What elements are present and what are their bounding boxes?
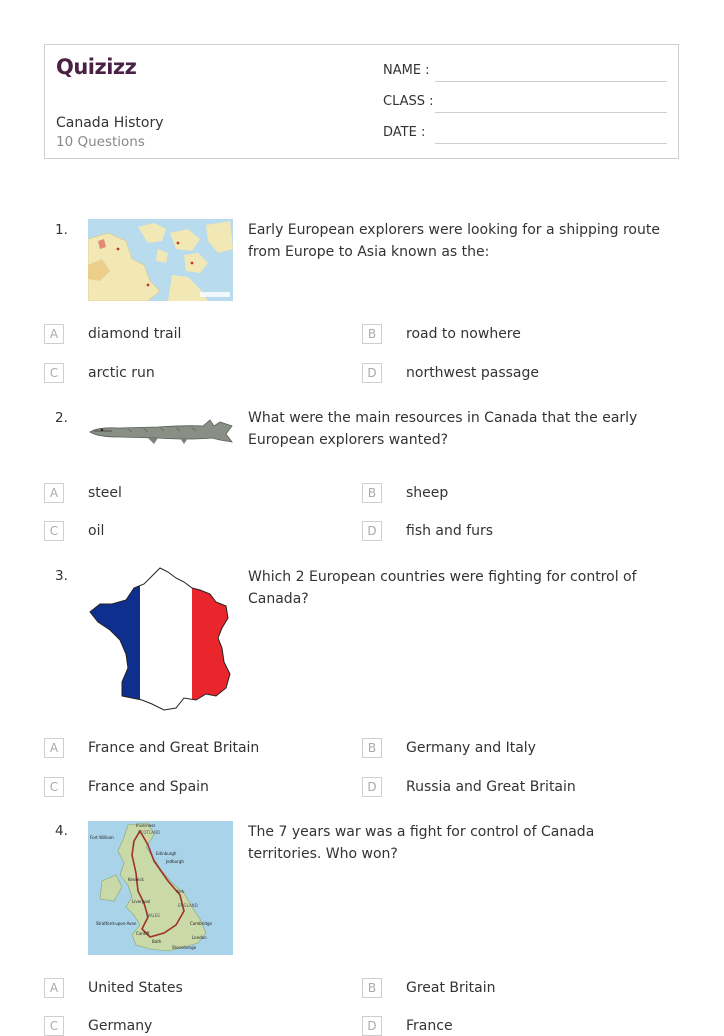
map-label-edinburgh: Edinburgh — [156, 851, 177, 856]
question-text: What were the main resources in Canada that the early European explorers wanted? — [248, 410, 638, 448]
option-b-text: Germany and Italy — [406, 740, 536, 756]
class-line — [435, 112, 667, 113]
option-a-text: diamond trail — [88, 326, 182, 342]
map-label-fort-william: Fort William — [90, 835, 114, 840]
question-number: 4. — [55, 823, 68, 839]
option-c-box[interactable]: C — [44, 1016, 64, 1036]
option-a-box[interactable]: A — [44, 978, 64, 998]
option-c-text: France and Spain — [88, 779, 209, 795]
date-label: DATE : — [383, 125, 426, 140]
name-line — [435, 81, 667, 82]
question-count: 10 Questions — [56, 134, 145, 150]
option-c-box[interactable]: C — [44, 777, 64, 797]
question-text: Which 2 European countries were fighting for control of Canada? — [248, 569, 637, 607]
option-b-box[interactable]: B — [362, 738, 382, 758]
option-c-box[interactable]: C — [44, 521, 64, 541]
quizizz-logo: Quizizz — [56, 55, 137, 79]
option-c-box[interactable]: C — [44, 363, 64, 383]
option-a-text: steel — [88, 485, 122, 501]
option-c-text: oil — [88, 523, 105, 539]
option-b-box[interactable]: B — [362, 483, 382, 503]
map-label-inverness: Inverness — [136, 823, 156, 828]
option-d-text: fish and furs — [406, 523, 494, 539]
map-label-england: ENGLAND — [178, 903, 198, 908]
map-label-scotland: SCOTLAND — [138, 830, 161, 835]
option-b-box[interactable]: B — [362, 978, 382, 998]
question-number: 2. — [55, 410, 68, 426]
option-a-box[interactable]: A — [44, 738, 64, 758]
option-c-text: arctic run — [88, 365, 155, 381]
option-d-box[interactable]: D — [362, 363, 382, 383]
option-a-box[interactable]: A — [44, 324, 64, 344]
option-d-text: northwest passage — [406, 365, 539, 381]
worksheet-header — [44, 44, 679, 159]
map-label-london: London — [192, 935, 207, 940]
map-label-liverpool: Liverpool — [132, 899, 151, 904]
map-label-bath: Bath — [152, 939, 162, 944]
option-c-text: Germany — [88, 1018, 153, 1034]
name-label: NAME : — [383, 63, 430, 78]
option-d-box[interactable]: D — [362, 777, 382, 797]
option-b-text: road to nowhere — [406, 326, 521, 342]
map-label-cambridge: Cambridge — [190, 921, 212, 926]
map-label-keswick: Keswick — [128, 877, 144, 882]
option-b-text: sheep — [406, 485, 449, 501]
option-d-box[interactable]: D — [362, 1016, 382, 1036]
map-label-jedburgh: Jedburgh — [166, 859, 184, 864]
option-a-box[interactable]: A — [44, 483, 64, 503]
fish-image — [88, 412, 233, 452]
option-d-box[interactable]: D — [362, 521, 382, 541]
option-a-text: United States — [88, 980, 183, 996]
question-text: Early European explorers were looking for a shipping route from Europe to Asia known as the: — [248, 222, 660, 260]
date-line — [435, 143, 667, 144]
map-label-stonehenge: Stonehenge — [172, 945, 197, 950]
option-b-text: Great Britain — [406, 980, 496, 996]
option-d-text: Russia and Great Britain — [406, 779, 576, 795]
option-d-text: France — [406, 1018, 453, 1034]
france-flag-map-image — [88, 566, 233, 712]
map-label-wales: WALES — [146, 913, 160, 918]
map-of-northern-canada-image — [88, 219, 233, 301]
map-label-york: York — [176, 889, 185, 894]
question-number: 3. — [55, 568, 68, 584]
question-text: The 7 years war was a fight for control of Canada territories. Who won? — [248, 824, 595, 862]
class-label: CLASS : — [383, 94, 434, 109]
map-label-cardiff: Cardiff — [136, 931, 150, 936]
option-a-text: France and Great Britain — [88, 740, 260, 756]
worksheet-title: Canada History — [56, 115, 164, 131]
map-label-stratford: Stratford-upon-Avon — [96, 921, 137, 926]
question-number: 1. — [55, 222, 68, 238]
map-of-great-britain-image — [88, 821, 233, 955]
option-b-box[interactable]: B — [362, 324, 382, 344]
